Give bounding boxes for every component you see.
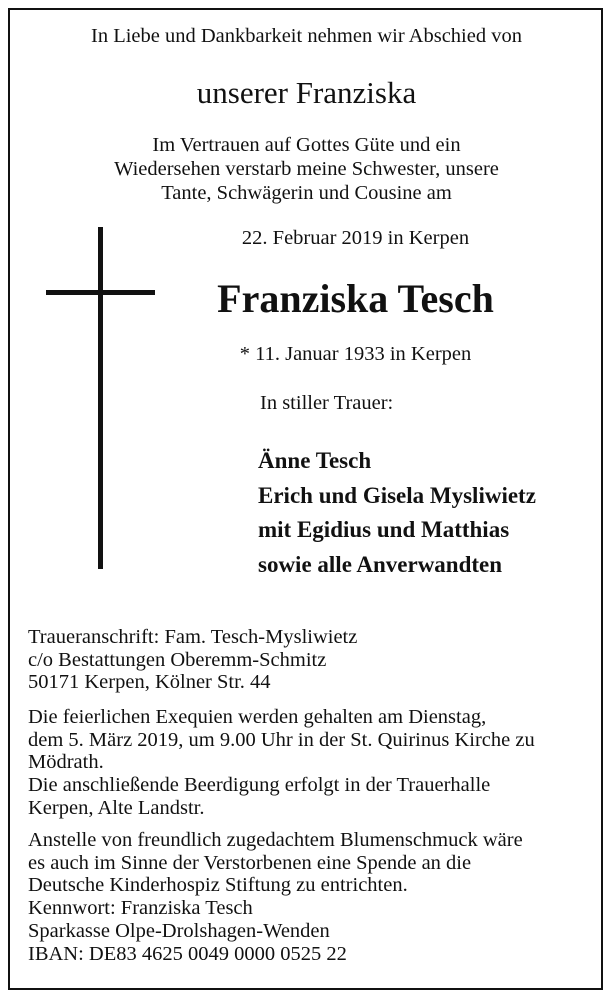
exequies-line: Die anschließende Beerdigung erfolgt in der Trauerhalle	[28, 774, 491, 797]
trust-line: Wiedersehen verstarb meine Schwester, unsere	[114, 158, 499, 180]
donation-line: Deutsche Kinderhospiz Stiftung zu entrichten.	[28, 874, 408, 897]
date-of-death: 22. Februar 2019 in Kerpen	[241, 227, 470, 249]
exequies-paragraph	[28, 706, 598, 820]
address-line: c/o Bestattungen Oberemm-Schmitz	[28, 648, 327, 671]
exequies-line: Kerpen, Alte Landstr.	[28, 796, 205, 819]
mourner-name: sowie alle Anverwandten	[258, 551, 503, 577]
donation-keyword: Kennwort: Franziska Tesch	[28, 897, 253, 920]
exequies-line: Die feierlichen Exequien werden gehalten am Dienstag,	[28, 706, 487, 728]
exequies-line: dem 5. März 2019, um 9.00 Uhr in der St. Quirinus Kirche zu	[28, 728, 535, 751]
date-of-birth: * 11. Januar 1933 in Kerpen	[239, 343, 472, 365]
bank-name: Sparkasse Olpe-Drolshagen-Wenden	[28, 919, 330, 942]
trust-line: Im Vertrauen auf Gottes Güte und ein	[152, 134, 461, 156]
address-line: Traueranschrift: Fam. Tesch-Mysliwietz	[28, 626, 358, 648]
exequies-line: Mödrath.	[28, 751, 104, 774]
mourner-name: Erich und Gisela Mysliwietz	[258, 482, 536, 508]
mourner-name: mit Egidius und Matthias	[258, 517, 510, 542]
intro-line: In Liebe und Dankbarkeit nehmen wir Abschied von	[91, 25, 522, 47]
address-line: 50171 Kerpen, Kölner Str. 44	[28, 671, 271, 694]
mourner-name: Änne Tesch	[258, 448, 372, 473]
trust-paragraph	[0, 133, 613, 205]
donation-paragraph	[28, 829, 598, 965]
trust-line: Tante, Schwägerin und Cousine am	[161, 182, 452, 204]
mourners-list	[258, 444, 536, 582]
deceased-name: Franziska Tesch	[217, 276, 494, 321]
mourning-label: In stiller Trauer:	[260, 392, 394, 414]
donation-line: Anstelle von freundlich zugedachtem Blumenschmuck wäre	[28, 829, 523, 851]
name-heading: unserer Franziska	[196, 75, 417, 110]
mourning-address	[28, 626, 598, 694]
donation-line: es auch im Sinne der Verstorbenen eine Spende an die	[28, 851, 472, 874]
iban: IBAN: DE83 4625 0049 0000 0525 22	[28, 942, 347, 965]
